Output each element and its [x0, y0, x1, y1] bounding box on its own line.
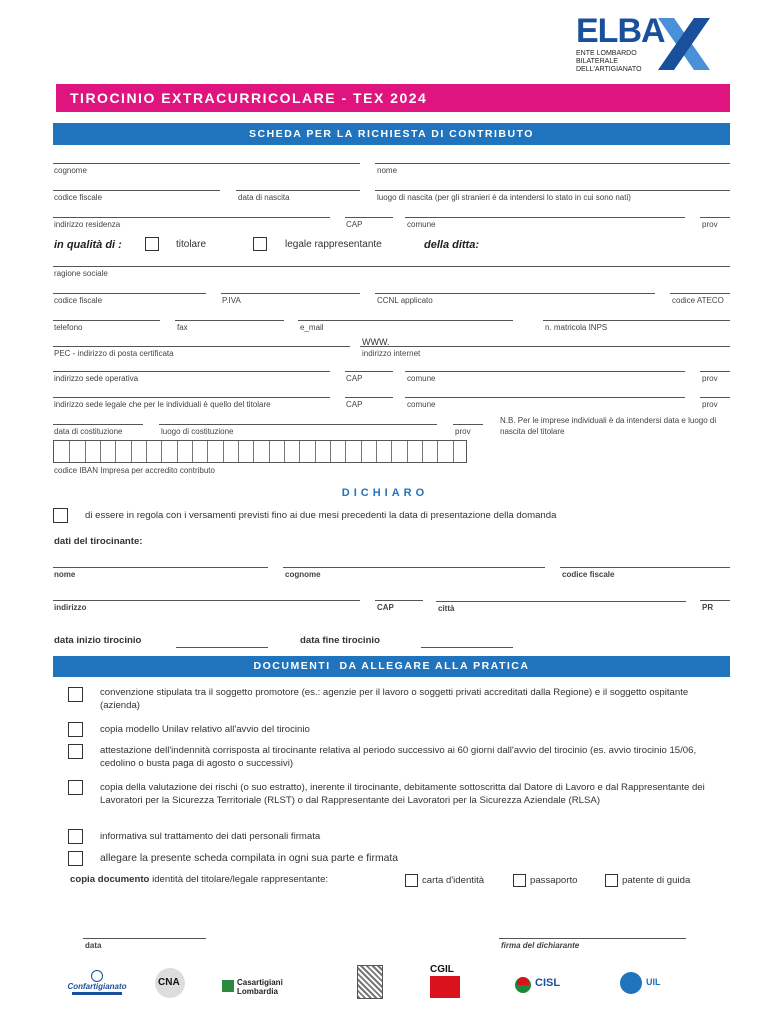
- tirocinante-citta-label: città: [438, 604, 455, 613]
- indirizzo-residenza-field[interactable]: [53, 217, 330, 218]
- legale-rappresentante-label: legale rappresentante: [285, 239, 382, 250]
- sede-operativa-cap-label: CAP: [346, 374, 363, 383]
- sede-legale-prov-field[interactable]: [700, 397, 730, 398]
- tirocinante-codice-fiscale-field[interactable]: [560, 567, 730, 568]
- sede-operativa-prov-label: prov: [702, 374, 718, 383]
- codice-fiscale-field[interactable]: [53, 190, 220, 191]
- sede-legale-cap-field[interactable]: [345, 397, 393, 398]
- sede-operativa-prov-field[interactable]: [700, 371, 730, 372]
- iban-cell-divider: [299, 441, 300, 462]
- iban-cell-divider: [253, 441, 254, 462]
- costituzione-prov-field[interactable]: [453, 424, 483, 425]
- codice-fiscale-ditta-label: codice fiscale: [54, 296, 103, 305]
- iban-cell-divider: [100, 441, 101, 462]
- sede-operativa-label: indirizzo sede operativa: [54, 374, 139, 383]
- iban-cell-divider: [115, 441, 116, 462]
- doc-rischi-text: copia della valutazione dei rischi (o suo estratto), inerente il tirocinante, debitamente sottoscritta dal Datore di Lavoro e dal Rappresentante dei Lavoratori per la Sicurezza Territoriale (RLST) o dal Rappresentante dei Lavoratori per la Sicurezza Aziendale (RLSA): [100, 782, 705, 806]
- legale-rappresentante-checkbox[interactable]: [253, 237, 267, 251]
- casartigiani-logo: Casartigiani Lombardia: [222, 978, 302, 998]
- email-field[interactable]: [298, 320, 513, 321]
- sede-legale-field[interactable]: [53, 397, 330, 398]
- sede-operativa-cap-field[interactable]: [345, 371, 393, 372]
- iban-cell-divider: [453, 441, 454, 462]
- elba-sub1: ENTE LOMBARDO: [576, 50, 637, 57]
- pec-field[interactable]: [53, 346, 350, 347]
- data-nascita-field[interactable]: [236, 190, 360, 191]
- codice-ateco-label: codice ATECO: [672, 296, 724, 305]
- cna-logo: CNA: [155, 968, 189, 998]
- luogo-costituzione-field[interactable]: [159, 424, 437, 425]
- fax-field[interactable]: [175, 320, 284, 321]
- cognome-label: cognome: [54, 166, 87, 175]
- piva-field[interactable]: [221, 293, 360, 294]
- elba-logo-wordmark: ELBA: [576, 12, 665, 50]
- doc-convenzione-checkbox[interactable]: [68, 687, 83, 702]
- iban-cell-divider: [345, 441, 346, 462]
- dichiaro-title: DICHIARO: [341, 487, 429, 499]
- codice-ateco-field[interactable]: [670, 293, 730, 294]
- iban-cell-divider: [207, 441, 208, 462]
- tirocinante-pr-label: PR: [702, 603, 714, 612]
- iban-cell-divider: [269, 441, 270, 462]
- iban-label: codice IBAN Impresa per accredito contributo: [54, 466, 215, 475]
- doc-indennita-text: attestazione dell'indennità corrisposta al tirocinante relativa al periodo successivo ai 60 giorni dall'avvio del tirocinio (es. avvio tirocinio 15/06, cedolino o busta paga di agosto o successivi): [100, 745, 697, 769]
- iban-input[interactable]: [53, 440, 467, 463]
- in-qualita-label: in qualità di :: [54, 239, 122, 251]
- doc-privacy-checkbox[interactable]: [68, 829, 83, 844]
- ente-logo: [357, 965, 383, 999]
- page-title: TIROCINIO EXTRACURRICOLARE - TEX 2024: [70, 90, 428, 106]
- iban-cell-divider: [422, 441, 423, 462]
- tirocinante-cap-field[interactable]: [375, 600, 423, 601]
- iban-cell-divider: [177, 441, 178, 462]
- ragione-sociale-field[interactable]: [53, 266, 730, 267]
- patente-checkbox[interactable]: [605, 874, 618, 887]
- tirocinante-cap-label: CAP: [377, 603, 394, 612]
- cap-label: CAP: [346, 220, 363, 229]
- cisl-logo: CISL: [515, 975, 575, 997]
- sede-legale-prov-label: prov: [702, 400, 718, 409]
- www-prefix: WWW.: [362, 337, 390, 347]
- tirocinante-citta-field[interactable]: [436, 601, 686, 602]
- doc-unilav-checkbox[interactable]: [68, 722, 83, 737]
- iban-cell-divider: [330, 441, 331, 462]
- cap-field[interactable]: [345, 217, 393, 218]
- copia-documento-rest: identità del titolare/legale rappresentante:: [149, 874, 329, 885]
- sede-legale-label: indirizzo sede legale che per le individuali è quello del titolare: [54, 400, 271, 409]
- iban-cell-divider: [361, 441, 362, 462]
- matricola-inps-label: n. matricola INPS: [545, 323, 608, 332]
- email-label: e_mail: [300, 323, 324, 332]
- copia-documento-label: [70, 874, 328, 885]
- della-ditta-label: della ditta:: [424, 239, 480, 251]
- tirocinante-codice-fiscale-label: codice fiscale: [562, 570, 615, 579]
- telefono-label: telefono: [54, 323, 83, 332]
- nome-label: nome: [377, 166, 398, 175]
- ragione-sociale-label: ragione sociale: [54, 269, 108, 278]
- cognome-field[interactable]: [53, 163, 360, 164]
- tirocinante-cognome-field[interactable]: [283, 567, 545, 568]
- doc-scheda-checkbox[interactable]: [68, 851, 83, 866]
- luogo-nascita-field[interactable]: [375, 190, 730, 191]
- iban-cell-divider: [85, 441, 86, 462]
- prov-label: prov: [702, 220, 718, 229]
- patente-label: patente di guida: [622, 875, 691, 886]
- iban-cell-divider: [146, 441, 147, 462]
- data-costituzione-field[interactable]: [53, 424, 143, 425]
- iban-cell-divider: [407, 441, 408, 462]
- confartigianato-logo: Confartigianato: [62, 970, 132, 1000]
- cgil-logo: CGIL: [430, 964, 462, 1000]
- tirocinante-nome-field[interactable]: [53, 567, 268, 568]
- sede-legale-comune-field[interactable]: [405, 397, 685, 398]
- section-header: SCHEDA PER LA RICHIESTA DI CONTRIBUTO: [53, 123, 730, 145]
- data-field[interactable]: [83, 938, 206, 939]
- comune-label: comune: [407, 220, 436, 229]
- title-band: [56, 84, 730, 112]
- passaporto-checkbox[interactable]: [513, 874, 526, 887]
- doc-scheda-text: allegare la presente scheda compilata in ogni sua parte e firmata: [100, 853, 399, 864]
- elba-sub3: DELL'ARTIGIANATO: [576, 66, 642, 73]
- indirizzo-internet-label: indirizzo internet: [362, 349, 421, 358]
- codice-fiscale-ditta-field[interactable]: [53, 293, 206, 294]
- documenti-header: DOCUMENTI DA ALLEGARE ALLA PRATICA: [53, 656, 730, 677]
- iban-cell-divider: [69, 441, 70, 462]
- doc-privacy-text: informativa sul trattamento dei dati personali firmata: [100, 831, 321, 842]
- tirocinante-cognome-label: cognome: [285, 570, 321, 579]
- luogo-costituzione-label: luogo di costituzione: [161, 427, 234, 436]
- firma-field[interactable]: [499, 938, 686, 939]
- sede-operativa-field[interactable]: [53, 371, 330, 372]
- pec-label: PEC - indirizzo di posta certificata: [54, 349, 174, 358]
- carta-identita-checkbox[interactable]: [405, 874, 418, 887]
- doc-rischi-checkbox[interactable]: [68, 780, 83, 795]
- titolare-label: titolare: [176, 239, 207, 250]
- elba-sub2: BILATERALE: [576, 58, 618, 65]
- nome-field[interactable]: [375, 163, 730, 164]
- piva-label: P.IVA: [222, 296, 241, 305]
- doc-unilav-text: copia modello Unilav relativo all'avvio del tirocinio: [100, 724, 310, 735]
- passaporto-label: passaporto: [530, 875, 578, 886]
- iban-cell-divider: [315, 441, 316, 462]
- data-fine-field[interactable]: [421, 647, 513, 648]
- data-inizio-label: data inizio tirocinio: [54, 635, 142, 646]
- titolare-checkbox[interactable]: [145, 237, 159, 251]
- sede-legale-cap-label: CAP: [346, 400, 363, 409]
- iban-cell-divider: [192, 441, 193, 462]
- iban-cell-divider: [131, 441, 132, 462]
- doc-convenzione-text: convenzione stipulata tra il soggetto promotore (es.: agenzie per il lavoro o soggetti privati accreditati dalla Regione) e il soggetto ospitante (azienda): [100, 687, 689, 711]
- elba-logo: [576, 14, 726, 76]
- codice-fiscale-label: codice fiscale: [54, 193, 103, 202]
- iban-cell-divider: [437, 441, 438, 462]
- data-fine-label: data fine tirocinio: [300, 635, 380, 646]
- comune-field[interactable]: [405, 217, 685, 218]
- nb-note: N.B. Per le imprese individuali è da intendersi data e luogo di nascita del titolare: [500, 416, 717, 436]
- luogo-nascita-label: luogo di nascita (per gli stranieri è da intendersi lo stato in cui sono nati): [377, 193, 631, 202]
- tirocinante-title: dati del tirocinante:: [54, 536, 143, 547]
- iban-cell-divider: [376, 441, 377, 462]
- data-label: data: [85, 941, 102, 950]
- dichiaro-checkbox[interactable]: [53, 508, 68, 523]
- costituzione-prov-label: prov: [455, 427, 471, 436]
- dichiaro-text: di essere in regola con i versamenti previsti fino ai due mesi precedenti la data di presentazione della domanda: [85, 510, 557, 521]
- iban-cell-divider: [161, 441, 162, 462]
- tirocinante-indirizzo-label: indirizzo: [54, 603, 87, 612]
- matricola-inps-field[interactable]: [543, 320, 730, 321]
- tirocinante-indirizzo-field[interactable]: [53, 600, 360, 601]
- sede-legale-comune-label: comune: [407, 400, 436, 409]
- carta-identita-label: carta d'identità: [422, 875, 485, 886]
- sede-operativa-comune-field[interactable]: [405, 371, 685, 372]
- tirocinante-pr-field[interactable]: [700, 600, 730, 601]
- fax-label: fax: [177, 323, 188, 332]
- ccnl-label: CCNL applicato: [377, 296, 433, 305]
- iban-cell-divider: [391, 441, 392, 462]
- ccnl-field[interactable]: [375, 293, 655, 294]
- prov-field[interactable]: [700, 217, 730, 218]
- data-inizio-field[interactable]: [176, 647, 268, 648]
- data-nascita-label: data di nascita: [238, 193, 290, 202]
- iban-cell-divider: [238, 441, 239, 462]
- copia-documento-bold: copia documento: [70, 874, 150, 885]
- doc-indennita-checkbox[interactable]: [68, 744, 83, 759]
- telefono-field[interactable]: [53, 320, 160, 321]
- iban-cell-divider: [284, 441, 285, 462]
- indirizzo-residenza-label: indirizzo residenza: [54, 220, 121, 229]
- iban-cell-divider: [223, 441, 224, 462]
- elba-x-icon: [656, 16, 712, 72]
- tirocinante-nome-label: nome: [54, 570, 76, 579]
- uil-logo: UIL: [620, 972, 710, 996]
- data-costituzione-label: data di costituzione: [54, 427, 123, 436]
- sede-operativa-comune-label: comune: [407, 374, 436, 383]
- indirizzo-internet-field[interactable]: [360, 346, 730, 347]
- firma-label: firma del dichiarante: [501, 941, 580, 950]
